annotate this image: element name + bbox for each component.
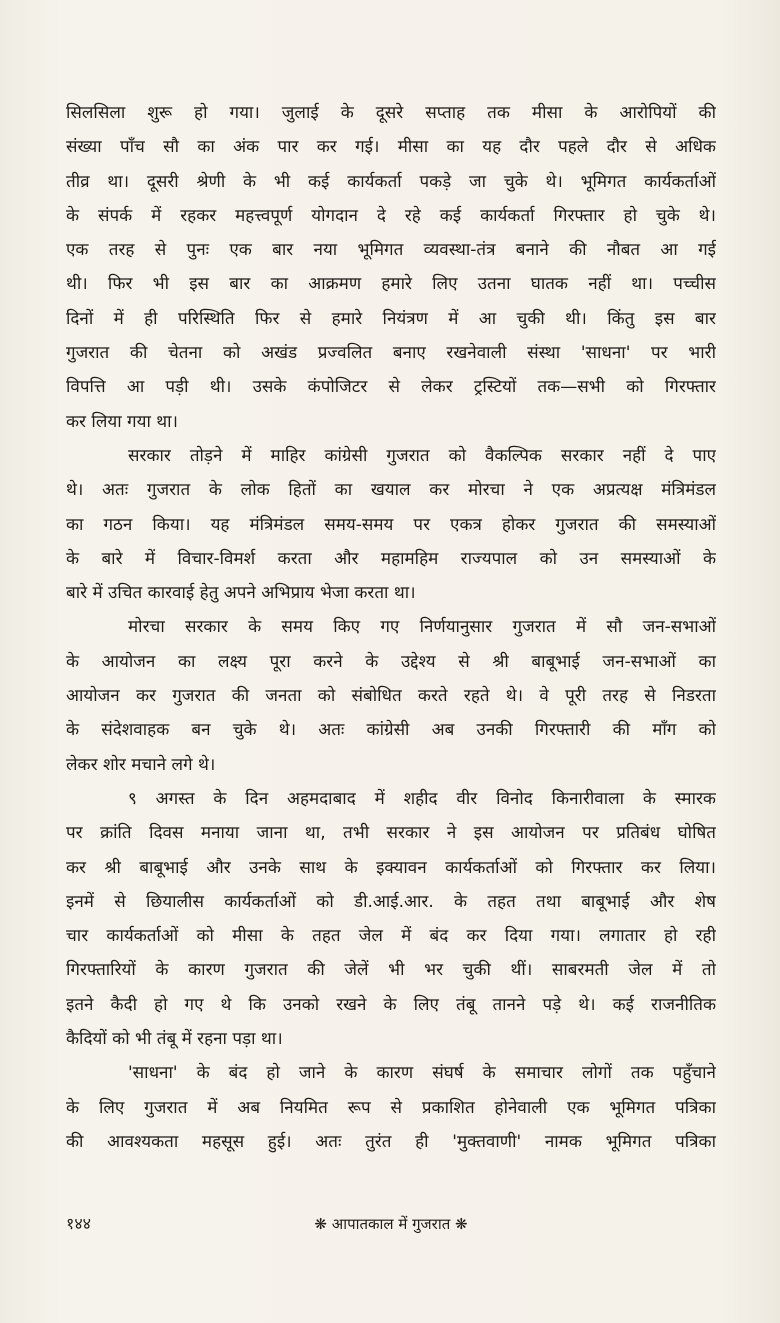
text-line: की आवश्यकता महसूस हुई। अतः तुरंत ही 'मुक्तवाणी' नामक भूमिगत पत्रिका	[66, 1131, 716, 1152]
text-line: थी। फिर भी इस बार का आक्रमण हमारे लिए उतना घातक नहीं था। पच्चीस	[66, 274, 716, 295]
text-line: कैदियों को भी तंबू में रहना पड़ा था।	[66, 1029, 283, 1050]
page-footer	[66, 1212, 716, 1242]
text-line: के संदेशवाहक बन चुके थे। अतः कांग्रेसी अब उनकी गिरफ्तारी की माँग को	[66, 720, 716, 741]
text-line: चार कार्यकर्ताओं को मीसा के तहत जेल में बंद कर दिया गया। लगातार हो रही	[66, 926, 716, 947]
text-line: का गठन किया। यह मंत्रिमंडल समय-समय पर एकत्र होकर गुजरात की समस्याओं	[66, 514, 716, 535]
running-title: ❋ आपातकाल में गुजरात ❋	[314, 1215, 468, 1233]
text-line: मोरचा सरकार के समय किए गए निर्णयानुसार गुजरात में सौ जन-सभाओं	[128, 617, 716, 638]
paragraph	[66, 439, 716, 610]
paragraph	[66, 1056, 716, 1159]
text-line: सरकार तोड़ने में माहिर कांग्रेसी गुजरात को वैकल्पिक सरकार नहीं दे पाए	[128, 445, 716, 466]
text-line: आयोजन कर गुजरात की जनता को संबोधित करते रहते थे। वे पूरी तरह से निडरता	[66, 686, 716, 707]
text-line: विपत्ति आ पड़ी थी। उसके कंपोजिटर से लेकर ट्रस्टियों तक—सभी को गिरफ्तार	[66, 377, 716, 398]
text-line: गिरफ्तारियों के कारण गुजरात की जेलें भी भर चुकी थीं। साबरमती जेल में तो	[66, 960, 716, 981]
text-line: ९ अगस्त के दिन अहमदाबाद में शहीद वीर विनोद किनारीवाला के स्मारक	[128, 788, 716, 809]
text-line: कर श्री बाबूभाई और उनके साथ के इक्यावन कार्यकर्ताओं को गिरफ्तार कर लिया।	[66, 857, 716, 878]
text-line: एक तरह से पुनः एक बार नया भूमिगत व्यवस्था-तंत्र बनाने की नौबत आ गई	[66, 240, 716, 261]
text-line: कर लिया गया था।	[66, 411, 178, 432]
paragraph	[66, 96, 716, 439]
text-line: गुजरात की चेतना को अखंड प्रज्वलित बनाए रखनेवाली संस्था 'साधना' पर भारी	[66, 343, 716, 364]
paragraph	[66, 782, 716, 1056]
text-line: के आयोजन का लक्ष्य पूरा करने के उद्देश्य से श्री बाबूभाई जन-सभाओं का	[66, 651, 716, 672]
text-line: इनमें से छियालीस कार्यकर्ताओं को डी.आई.आर. के तहत तथा बाबूभाई और शेष	[66, 891, 716, 912]
text-line: 'साधना' के बंद हो जाने के कारण संघर्ष के समाचार लोगों तक पहुँचाने	[128, 1063, 716, 1084]
text-line: बारे में उचित कारवाई हेतु अपने अभिप्राय भेजा करता था।	[66, 583, 416, 604]
text-line: सिलसिला शुरू हो गया। जुलाई के दूसरे सप्ताह तक मीसा के आरोपियों की	[66, 103, 716, 123]
text-line: के संपर्क में रहकर महत्त्वपूर्ण योगदान दे रहे कई कार्यकर्ता गिरफ्तार हो चुके थे।	[66, 205, 716, 226]
text-line: के बारे में विचार-विमर्श करता और महामहिम राज्यपाल को उन समस्याओं के	[66, 548, 716, 569]
paragraph	[66, 610, 716, 781]
body-text	[66, 96, 716, 1159]
text-line: थे। अतः गुजरात के लोक हितों का खयाल कर मोरचा ने एक अप्रत्यक्ष मंत्रिमंडल	[66, 480, 716, 501]
text-line: पर क्रांति दिवस मनाया जाना था, तभी सरकार ने इस आयोजन पर प्रतिबंध घोषित	[66, 823, 716, 844]
page-number: १४४	[66, 1214, 91, 1233]
text-line: के लिए गुजरात में अब नियमित रूप से प्रकाशित होनेवाली एक भूमिगत पत्रिका	[66, 1097, 716, 1118]
text-line: तीव्र था। दूसरी श्रेणी के भी कई कार्यकर्ता पकड़े जा चुके थे। भूमिगत कार्यकर्ताओं	[66, 171, 716, 192]
text-line: दिनों में ही परिस्थिति फिर से हमारे नियंत्रण में आ चुकी थी। किंतु इस बार	[66, 308, 716, 329]
text-line: इतने कैदी हो गए थे कि उनको रखने के लिए तंबू तानने पड़े थे। कई राजनीतिक	[66, 994, 716, 1015]
text-line: संख्या पाँच सौ का अंक पार कर गई। मीसा का यह दौर पहले दौर से अधिक	[66, 137, 716, 158]
text-line: लेकर शोर मचाने लगे थे।	[66, 754, 216, 775]
